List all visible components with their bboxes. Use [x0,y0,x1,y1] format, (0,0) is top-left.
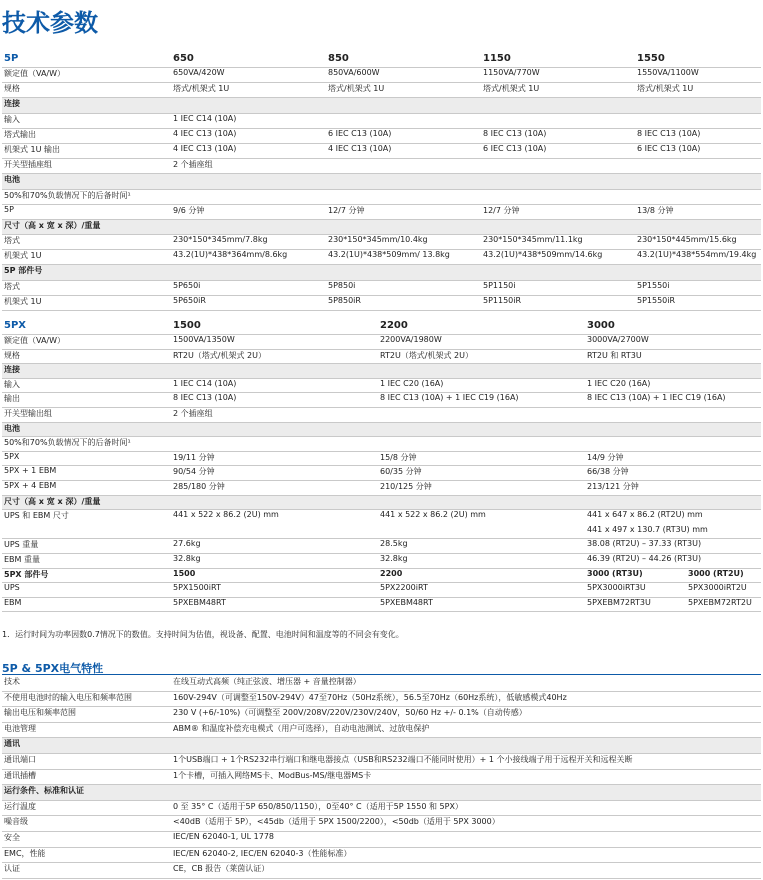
table-cell: 441 x 497 x 130.7 (RT3U) mm [587,524,708,534]
section-row [2,785,761,801]
table-row [2,848,761,864]
section-row [2,364,761,379]
table-row [2,281,761,296]
table-cell: 5P1550i [637,280,670,290]
table-cell: 12/7 分钟 [328,205,365,215]
table-row [2,692,761,708]
row-label: 5PX [4,451,20,461]
row-label: 安全 [4,832,20,842]
row-label: 尺寸（高 x 宽 x 深）/重量 [4,220,101,230]
table-row [2,190,761,205]
table-cell: 5P650i [173,280,201,290]
row-label: 连接 [4,99,20,109]
footnote: 1．运行时间为功率因数0.7情况下的数值。支持时间为估值，视设备、配置、电池时间和温度等的不同会有变化。 [2,630,404,639]
table-cell: 1 IEC C20 (16A) [587,378,651,388]
row-label: 开关型输出组 [4,408,52,418]
table-cell: 5PX3000iRT2U [688,583,747,593]
table-cell: 230 V (+6/-10%)（可调整至 200V/208V/220V/230V/240V，50/60 Hz +/- 0.1%（自动传感） [173,708,527,718]
section-row [2,220,761,235]
table-cell: 230*150*345mm/7.8kg [173,235,268,245]
table-row [2,801,761,817]
table-row [2,205,761,220]
section-row [2,423,761,438]
row-label: 5PX 部件号 [4,569,49,579]
column-header: 1550 [637,53,665,64]
table-row [2,235,761,250]
row-label: UPS 重量 [4,540,39,550]
table-cell: 15/8 分钟 [380,452,417,462]
section-row [2,738,761,754]
table-cell: 4 IEC C13 (10A) [173,128,237,138]
table-cell: 43.2(1U)*438*554mm/19.4kg [637,250,757,260]
table-cell: 5PXEBM72RT3U [587,597,651,607]
row-label: 电池 [4,175,20,185]
table-row [2,770,761,786]
row-label: 输入 [4,379,20,389]
table-row [2,296,761,311]
row-label: UPS [4,583,20,593]
table-cell: 38.08 (RT2U) – 37.33 (RT3U) [587,539,702,549]
table-cell: 8 IEC C13 (10A) [483,128,547,138]
table-cell: 5P1150i [483,280,516,290]
table-cell: 5PX3000iRT3U [587,583,646,593]
table-cell: 1150VA/770W [483,68,540,77]
table-row [2,481,761,496]
table-cell: 60/35 分钟 [380,467,422,477]
table-cell: 8 IEC C13 (10A) + 1 IEC C19 (16A) [587,393,726,403]
table-cell: 3000 (RT2U) [688,568,744,578]
table-cell: 4 IEC C13 (10A) [173,143,237,153]
table-cell: 12/7 分钟 [483,205,520,215]
table-row [2,569,761,584]
row-label: 机架式 1U [4,296,42,306]
table-cell: ABM® 和温度补偿充电模式（用户可选择），自动电池测试、过放电保护 [173,723,430,733]
table-row [2,144,761,159]
electrical-spec-table [2,676,761,879]
column-header: 650 [173,53,194,64]
table-cell: 5P850i [328,280,356,290]
table-cell: RT2U（塔式/机架式 2U） [380,350,473,360]
table-row [2,335,761,350]
table-cell: 1500 [173,568,196,578]
table-row [2,466,761,481]
table-cell: 285/180 分钟 [173,481,225,491]
table-cell: 32.8kg [173,553,201,563]
table-cell: 28.5kg [380,539,408,549]
table-row [2,452,761,467]
table-row [2,832,761,848]
table-row [2,863,761,879]
table-cell: 在线互动式高频（纯正弦波、增压器 + 音量控制器） [173,677,361,686]
row-label: 通讯端口 [4,754,36,764]
table-row [2,707,761,723]
table-row [2,408,761,423]
table-row [2,129,761,144]
table-row [2,393,761,408]
table-row [2,114,761,129]
row-label: 连接 [4,365,20,375]
column-header: 1500 [173,320,201,331]
table-cell: 160V-294V（可调整至150V-294V）47至70Hz（50Hz系统），56.5至70Hz（60Hz系统），低敏感模式40Hz [173,692,567,702]
row-label: 输出 [4,394,20,404]
table-cell: 2 个插座组 [173,408,213,418]
table-cell: 90/54 分钟 [173,467,215,477]
table-cell: 66/38 分钟 [587,467,629,477]
column-header: 1150 [483,53,511,64]
row-label: 通讯 [4,739,20,749]
electrical-section-title: 5P & 5PX电气特性 [2,662,104,675]
table-cell: 3000 (RT3U) [587,568,643,578]
table-cell: 5P650iR [173,295,206,305]
row-label: 认证 [4,864,20,874]
table-row [2,816,761,832]
table-cell: 441 x 647 x 86.2 (RT2U) mm [587,510,703,520]
table-row [2,437,761,452]
section-row [2,98,761,113]
table-cell: <40dB（适用于 5P），<45db（适用于 5PX 1500/2200），<50db（适用于 5PX 3000） [173,817,500,827]
table-cell: 14/9 分钟 [587,452,624,462]
table-row [2,539,761,554]
table-row [2,68,761,83]
table-cell: 1 IEC C20 (16A) [380,378,444,388]
table-cell: 13/8 分钟 [637,205,674,215]
table-cell: 5P850iR [328,295,361,305]
row-label: EMC，性能 [4,848,46,858]
row-label: 噪音级 [4,817,28,827]
section-divider [2,674,761,675]
table-cell: 0 至 35° C（适用于5P 650/850/1150），0至40° C（适用于5P 1550 和 5PX） [173,801,463,811]
table-cell: IEC/EN 62040-2, IEC/EN 62040-3（性能标准） [173,848,352,858]
table-cell: 塔式/机架式 1U [173,84,230,94]
table-cell: 19/11 分钟 [173,452,215,462]
table-cell: 塔式/机架式 1U [483,84,540,94]
table-cell: 6 IEC C13 (10A) [483,143,547,153]
table-cell: 1 IEC C14 (10A) [173,378,237,388]
table-cell: 27.6kg [173,539,201,549]
table-cell: 32.8kg [380,553,408,563]
table-row [2,350,761,365]
spec-table-5px [2,321,761,612]
row-label: 尺寸（高 x 宽 x 深）/重量 [4,496,101,506]
table-cell: 8 IEC C13 (10A) [637,128,701,138]
row-label: 5P 部件号 [4,266,43,276]
table-cell: 230*150*445mm/15.6kg [637,235,737,245]
row-label: 规格 [4,350,20,360]
row-label: 电池管理 [4,723,36,733]
table-row [2,723,761,739]
table-cell: 1500VA/1350W [173,335,235,344]
row-label: 规格 [4,84,20,94]
row-label: 塔式 [4,281,20,291]
row-label: 塔式 [4,236,20,246]
row-label: 机架式 1U [4,251,42,261]
table-cell: IEC/EN 62040-1, UL 1778 [173,831,275,841]
table-cell: 43.2(1U)*438*509mm/ 13.8kg [328,250,450,260]
table-cell: 43.2(1U)*438*364mm/8.6kg [173,250,288,260]
table-cell: 43.2(1U)*438*509mm/14.6kg [483,250,603,260]
table-cell: 1550VA/1100W [637,68,699,77]
section-row [2,496,761,511]
row-label: 额定值（VA/W） [4,336,66,345]
table-cell: 6 IEC C13 (10A) [637,143,701,153]
row-label: 5P [4,204,14,214]
table-cell: 5PXEBM48RT [380,597,433,607]
row-label: 输入 [4,114,20,124]
table-row [2,379,761,394]
table-header [2,54,761,68]
row-label: EBM [4,597,22,607]
table-cell: 5P1150iR [483,295,522,305]
table-cell: 2 个插座组 [173,160,213,170]
row-label: 电池 [4,423,20,433]
row-label: 通讯插槽 [4,770,36,780]
row-label: 50%和70%负载情况下的后备时间¹ [4,190,131,200]
table-cell: 9/6 分钟 [173,205,205,215]
spec-table-5p [2,54,761,311]
table-cell: RT2U 和 RT3U [587,350,642,360]
row-label: 5PX + 4 EBM [4,480,57,490]
row-label: 5PX + 1 EBM [4,466,57,476]
table-cell: 213/121 分钟 [587,481,639,491]
table-cell: 650VA/420W [173,68,225,77]
table-cell: 230*150*345mm/10.4kg [328,235,428,245]
table-row [2,583,761,598]
table-cell: 5PXEBM48RT [173,597,226,607]
table-cell: CE，CB 报告（莱茵认证） [173,864,270,874]
table-cell: 441 x 522 x 86.2 (2U) mm [380,510,486,520]
table-cell: 塔式/机架式 1U [328,84,385,94]
table-row [2,676,761,692]
table-row [2,159,761,174]
section-row [2,265,761,280]
table-cell: 1个USB端口 + 1个RS232串行端口和继电器接点（USB和RS232端口不能同时使用）+ 1 个小接线端子用于远程开关和远程关断 [173,754,633,764]
row-label: 运行条件、标准和认证 [4,786,84,796]
table-cell: 8 IEC C13 (10A) + 1 IEC C19 (16A) [380,393,519,403]
row-label: 额定值（VA/W） [4,69,66,78]
table-cell: 441 x 522 x 86.2 (2U) mm [173,510,279,520]
row-label: 输出电压和频率范围 [4,708,76,718]
row-label: 塔式输出 [4,129,36,139]
row-label: 开关型插座组 [4,160,52,170]
table-cell: 1 IEC C14 (10A) [173,113,237,123]
table-cell: 5P1550iR [637,295,676,305]
table-row [2,83,761,98]
table-cell: 210/125 分钟 [380,481,432,491]
table-cell: 2200VA/1980W [380,335,442,344]
table-row [2,554,761,569]
table-cell: 8 IEC C13 (10A) [173,393,237,403]
table-row [2,754,761,770]
row-label: 技术 [4,677,20,686]
model-label: 5PX [4,320,26,331]
row-label: 机架式 1U 输出 [4,144,61,154]
table-header [2,321,761,335]
table-cell: 46.39 (RT2U) – 44.26 (RT3U) [587,553,702,563]
row-label: 不使用电池时的输入电压和频率范围 [4,692,132,702]
row-label: EBM 重量 [4,554,40,564]
table-cell: 5PX1500iRT [173,583,221,593]
table-row [2,510,761,539]
table-cell: 5PXEBM72RT2U [688,597,752,607]
table-cell: 850VA/600W [328,68,380,77]
table-cell: 1个卡槽，可插入网络MS卡、ModBus-MS/继电器MS卡 [173,770,372,780]
page-title: 技术参数 [2,9,98,37]
model-label: 5P [4,53,19,64]
table-row [2,250,761,265]
table-cell: 6 IEC C13 (10A) [328,128,392,138]
table-cell: 2200 [380,568,403,578]
column-header: 3000 [587,320,615,331]
table-cell: RT2U（塔式/机架式 2U） [173,350,266,360]
table-cell: 4 IEC C13 (10A) [328,143,392,153]
table-cell: 230*150*345mm/11.1kg [483,235,583,245]
row-label: 运行温度 [4,801,36,811]
column-header: 850 [328,53,349,64]
column-header: 2200 [380,320,408,331]
row-label: UPS 和 EBM 尺寸 [4,511,69,521]
table-cell: 5PX2200iRT [380,583,428,593]
table-row [2,598,761,613]
row-label: 50%和70%负载情况下的后备时间¹ [4,438,131,448]
table-cell: 塔式/机架式 1U [637,84,694,94]
table-cell: 3000VA/2700W [587,335,649,344]
section-row [2,174,761,189]
